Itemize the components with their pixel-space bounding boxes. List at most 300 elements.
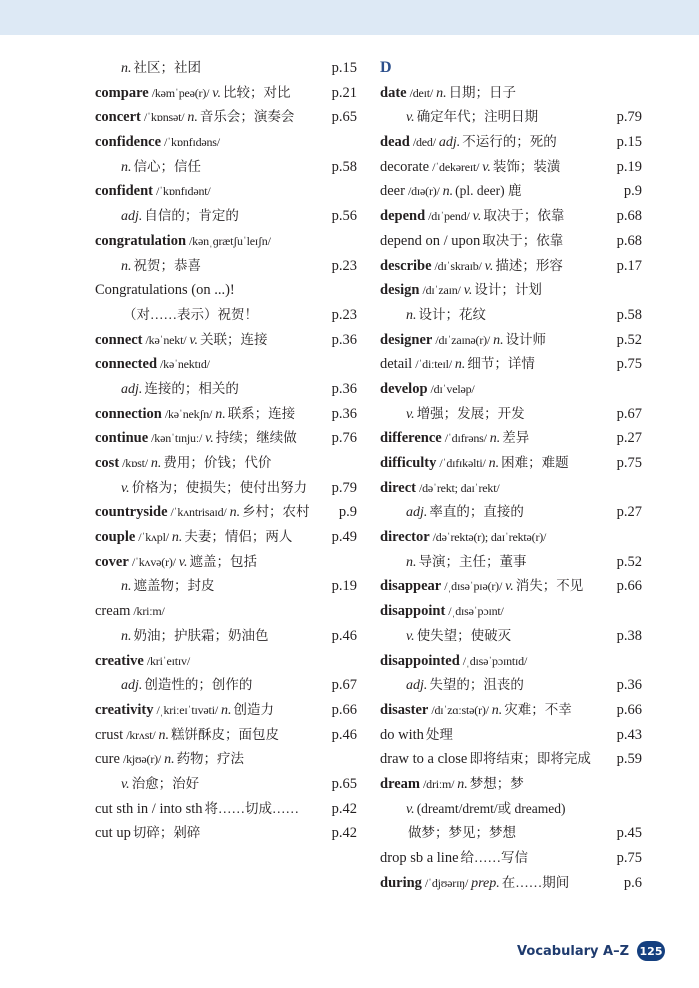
part-of-speech: v. <box>406 628 415 644</box>
vocabulary-entry-line <box>95 155 357 180</box>
headword: creativity <box>95 701 154 718</box>
page-reference: p.58 <box>614 303 642 328</box>
page-reference: p.36 <box>329 402 357 427</box>
part-of-speech: n. <box>158 727 169 743</box>
phonetic: /ˈkɒnsət/ <box>143 110 185 125</box>
phonetic: /kənˌɡrætʃuˈleɪʃn/ <box>189 233 271 248</box>
phonetic: /kjʊə(r)/ <box>122 752 162 767</box>
headword: cut up <box>95 825 131 842</box>
definition: 费用；价钱；代价 <box>163 455 272 470</box>
vocabulary-entry-line <box>380 179 642 204</box>
phonetic: /dɪˈzaɪnə(r)/ <box>435 332 491 347</box>
vocabulary-entry-line <box>380 278 642 303</box>
part-of-speech: n. <box>220 702 232 718</box>
page-reference: p.75 <box>614 846 642 871</box>
phonetic: /ded/ <box>412 135 436 150</box>
page-reference: p.19 <box>614 155 642 180</box>
vocabulary-column-right <box>380 56 642 895</box>
vocabulary-entry-line <box>380 871 642 896</box>
vocabulary-entry-line <box>95 525 357 550</box>
vocabulary-entry-line <box>380 254 642 279</box>
headword: direct <box>380 479 416 496</box>
definition: 音乐会；演奏会 <box>199 109 295 125</box>
phonetic: /dɪə(r)/ <box>407 184 440 199</box>
page-reference: p.66 <box>329 698 357 723</box>
page-reference: p.43 <box>614 723 642 748</box>
vocabulary-entry-line <box>380 328 642 353</box>
phonetic: /ˈdɪfrəns/ <box>444 431 487 446</box>
part-of-speech: n. <box>215 406 226 422</box>
definition: 奶油；护肤霜；奶油色 <box>133 627 269 643</box>
definition: 取决于；依靠 <box>482 232 564 248</box>
headword: detail <box>380 356 413 373</box>
page-reference: p.45 <box>614 821 642 846</box>
part-of-speech: v. <box>463 283 473 299</box>
vocabulary-entry-line <box>95 130 357 155</box>
vocabulary-entry-line <box>95 254 357 279</box>
phonetic: /ˌdɪsəˈpɔɪntɪd/ <box>462 653 528 668</box>
definition: 设计；计划 <box>474 282 542 298</box>
definition: （对……表示）祝贺！ <box>123 306 258 322</box>
vocabulary-entry-line <box>95 500 357 525</box>
page-reference: p.58 <box>329 155 357 180</box>
vocabulary-entry-line <box>380 525 642 550</box>
definition: 给……写信 <box>460 850 529 865</box>
headword: confidence <box>95 134 162 151</box>
page-reference: p.79 <box>329 476 357 501</box>
headword: difference <box>380 430 442 447</box>
vocabulary-entry-line <box>95 723 357 748</box>
part-of-speech: n. <box>457 776 468 792</box>
vocabulary-entry-line <box>380 204 642 229</box>
vocabulary-entry-line <box>380 649 642 674</box>
definition: 比较；对比 <box>222 84 291 100</box>
page-reference: p.75 <box>614 352 642 377</box>
part-of-speech: v. <box>472 209 482 225</box>
vocabulary-entry-line <box>380 377 642 402</box>
definition: 梦想；梦 <box>469 775 524 791</box>
definition: 日期；日子 <box>448 84 517 100</box>
page-reference: p.42 <box>329 797 357 822</box>
part-of-speech: v. <box>406 406 415 422</box>
part-of-speech: v. <box>205 431 214 447</box>
vocabulary-entry-line <box>95 402 357 427</box>
header-band <box>0 0 699 35</box>
page-reference: p.56 <box>329 204 357 229</box>
part-of-speech: n. <box>121 579 132 595</box>
definition: 装饰；装潢 <box>492 158 561 174</box>
vocabulary-entry-line <box>380 624 642 649</box>
phonetic: /deɪt/ <box>409 85 434 100</box>
vocabulary-entry-line <box>380 723 642 748</box>
definition: 确定年代；注明日期 <box>416 109 539 125</box>
vocabulary-entry-line <box>380 81 642 106</box>
headword: deer <box>380 183 405 200</box>
part-of-speech: n. <box>488 456 500 471</box>
phonetic: /ˌdɪsəˈpɔɪnt/ <box>448 604 504 619</box>
part-of-speech: n. <box>229 505 241 521</box>
definition: 创造力 <box>233 701 274 717</box>
vocabulary-entry-line <box>95 426 357 451</box>
headword: difficulty <box>380 455 437 471</box>
phonetic: /ˈdɪfɪkəlti/ <box>439 456 486 470</box>
part-of-speech: adj. <box>121 381 143 397</box>
section-letter: D <box>380 59 392 76</box>
page-reference: p.66 <box>614 698 642 723</box>
part-of-speech: v. <box>505 579 514 595</box>
vocabulary-entry-line <box>380 229 642 254</box>
headword: cut sth in / into sth <box>95 800 203 817</box>
definition: 创造性的；创作的 <box>144 677 253 693</box>
page-reference: p.75 <box>614 451 642 476</box>
definition: 失望的；沮丧的 <box>429 677 524 693</box>
vocabulary-entry-line <box>95 698 357 723</box>
page-reference: p.27 <box>614 500 642 525</box>
phonetic: /ˈdjʊərɪŋ/ <box>424 875 469 890</box>
definition: 治愈；治好 <box>131 775 200 791</box>
page-reference: p.76 <box>329 426 357 451</box>
page-reference: p.42 <box>329 821 357 846</box>
vocabulary-entry-line <box>95 229 357 254</box>
headword: drop sb a line <box>380 850 459 866</box>
vocabulary-entry-line <box>380 155 642 180</box>
phonetic: /ˌdɪsəˈpɪə(r)/ <box>444 579 503 594</box>
vocabulary-entry-line <box>380 105 642 130</box>
page-reference: p.65 <box>329 105 357 130</box>
phonetic: /ˈkʌvə(r)/ <box>131 554 176 569</box>
headword: disappointed <box>380 652 460 669</box>
definition: 切碎；剁碎 <box>132 825 201 841</box>
phonetic: /dɪˈpend/ <box>428 209 470 224</box>
headword: decorate <box>380 158 430 175</box>
phonetic: /ˈdiːteɪl/ <box>415 357 452 372</box>
page-reference: p.46 <box>329 624 357 649</box>
headword: continue <box>95 430 149 447</box>
headword: depend on / upon <box>380 232 481 249</box>
headword: creative <box>95 652 144 669</box>
phonetic: /dəˈrektə(r); daɪˈrektə(r)/ <box>432 530 547 545</box>
part-of-speech: prep. <box>471 875 500 891</box>
page-reference: p.52 <box>614 550 642 575</box>
vocabulary-entry-line <box>95 574 357 599</box>
part-of-speech: v. <box>406 110 415 126</box>
definition: 即将结束；即将完成 <box>469 751 591 767</box>
phonetic: /kəˈnektɪd/ <box>160 357 210 372</box>
headword: depend <box>380 208 426 225</box>
vocabulary-entry-line <box>380 352 642 377</box>
page-reference: p.6 <box>621 871 642 896</box>
phonetic: /kriːm/ <box>133 604 165 619</box>
phonetic: /kənˈtɪnjuː/ <box>151 431 203 446</box>
phonetic: /kəmˈpeə(r)/ <box>151 85 210 100</box>
part-of-speech: n. <box>436 85 447 101</box>
part-of-speech: v. <box>178 554 188 570</box>
headword: cream <box>95 603 131 620</box>
definition: 消失；不见 <box>515 578 584 594</box>
part-of-speech: adj. <box>438 135 461 151</box>
page-reference: p.66 <box>614 574 642 599</box>
page-reference: p.36 <box>329 377 357 402</box>
page-reference: p.36 <box>329 328 357 353</box>
headword: Congratulations (on ...)! <box>95 282 235 299</box>
headword: design <box>380 282 420 299</box>
definition: 将……切成…… <box>204 800 300 816</box>
definition: 不运行的；死的 <box>462 134 557 150</box>
phonetic: /dɪˈzaɪn/ <box>422 283 461 298</box>
definition: 使失望；使破灭 <box>416 627 512 643</box>
definition: 糕饼酥皮；面包皮 <box>170 726 279 742</box>
part-of-speech: adj. <box>121 678 143 694</box>
part-of-speech: v. <box>482 159 491 175</box>
headword: couple <box>95 529 136 546</box>
definition: 灾难；不幸 <box>504 701 572 717</box>
part-of-speech: n. <box>406 307 417 323</box>
page-reference: p.59 <box>614 747 642 772</box>
definition: 社区；社团 <box>133 60 201 75</box>
vocabulary-entry-line <box>380 426 642 451</box>
page-reference: p.38 <box>614 624 642 649</box>
page-reference: p.36 <box>614 673 642 698</box>
vocabulary-entry-line <box>380 574 642 599</box>
definition: 困难；难题 <box>501 455 569 470</box>
part-of-speech: n. <box>121 258 132 274</box>
part-of-speech: adj. <box>406 505 428 521</box>
vocabulary-entry-line <box>95 673 357 698</box>
phonetic: /kriˈeɪtɪv/ <box>146 653 190 668</box>
vocabulary-column-left <box>95 56 357 846</box>
headword: connect <box>95 331 143 348</box>
vocabulary-entry-line <box>95 278 357 303</box>
headword: dream <box>380 775 421 792</box>
page-reference: p.68 <box>614 204 642 229</box>
part-of-speech: n. <box>442 184 454 200</box>
phonetic: /ˈkʌpl/ <box>138 530 169 545</box>
phonetic: /ˈkɒnfɪdəns/ <box>164 135 220 150</box>
page-reference: p.52 <box>614 328 642 353</box>
vocabulary-entry-line <box>95 476 357 501</box>
vocabulary-entry-line <box>95 105 357 130</box>
part-of-speech: v. <box>212 85 221 101</box>
page-reference: p.23 <box>329 254 357 279</box>
definition: 遮盖；包括 <box>189 553 257 569</box>
definition: 自信的；肯定的 <box>144 208 239 224</box>
vocabulary-entry-line <box>95 204 357 229</box>
headword: draw to a close <box>380 751 468 768</box>
headword: congratulation <box>95 232 187 249</box>
headword: dead <box>380 134 410 151</box>
part-of-speech: n. <box>493 332 504 348</box>
vocabulary-entry-line <box>95 56 357 81</box>
vocabulary-entry-line <box>380 451 642 476</box>
phonetic: /driːm/ <box>423 776 455 791</box>
vocabulary-entry-line <box>95 772 357 797</box>
definition: 做梦；梦见；梦想 <box>408 825 516 841</box>
page-number-badge: 125 <box>637 941 665 961</box>
definition: 设计师 <box>505 331 547 347</box>
vocabulary-entry-line <box>380 747 642 772</box>
headword: director <box>380 529 430 546</box>
vocabulary-entry-line <box>95 821 357 846</box>
definition: 导演；主任；董事 <box>418 553 527 569</box>
phonetic: /dɪˈzɑːstə(r)/ <box>431 702 489 717</box>
part-of-speech: n. <box>121 159 132 175</box>
phonetic: /ˈdekəreɪt/ <box>432 159 480 174</box>
definition: 设计；花纹 <box>418 306 486 322</box>
part-of-speech: v. <box>121 480 130 496</box>
vocabulary-entry-line <box>380 303 642 328</box>
definition: 差异 <box>502 430 530 446</box>
phonetic: /kɒst/ <box>122 456 148 470</box>
part-of-speech: n. <box>454 357 466 373</box>
vocabulary-entry-line <box>95 179 357 204</box>
page-reference: p.67 <box>614 402 642 427</box>
vocabulary-entry-line <box>380 500 642 525</box>
headword: countryside <box>95 504 168 521</box>
page-reference: p.23 <box>329 303 357 328</box>
definition: 联系；连接 <box>227 405 296 421</box>
phonetic: /ˈkʌntrisaɪd/ <box>170 505 227 520</box>
definition: 增强；发展；开发 <box>416 405 525 421</box>
headword: do with <box>380 726 424 743</box>
page-reference: p.68 <box>614 229 642 254</box>
page-reference: p.27 <box>614 426 642 451</box>
vocabulary-entry-line <box>95 747 357 772</box>
part-of-speech: n. <box>491 702 503 718</box>
part-of-speech: n. <box>406 554 417 570</box>
definition: 关联；连接 <box>200 331 268 347</box>
definition: 持续；继续做 <box>215 430 297 446</box>
part-of-speech: v. <box>121 776 130 792</box>
vocabulary-entry-line <box>380 797 642 822</box>
vocabulary-entry-line <box>95 352 357 377</box>
vocabulary-entry-line <box>95 328 357 353</box>
definition: 描述；形容 <box>495 257 563 273</box>
phonetic: /dɪˈskraɪb/ <box>434 258 482 273</box>
part-of-speech: n. <box>121 61 132 76</box>
page-reference: p.65 <box>329 772 357 797</box>
vocabulary-entry-line <box>95 550 357 575</box>
headword: disappoint <box>380 603 446 620</box>
headword: cover <box>95 553 129 570</box>
definition: 处理 <box>425 726 453 742</box>
headword: connected <box>95 356 158 373</box>
part-of-speech: n. <box>187 110 198 126</box>
headword: connection <box>95 405 162 422</box>
definition: 率直的；直接的 <box>429 504 524 520</box>
phonetic: /dɪˈveləp/ <box>430 381 475 396</box>
phonetic: /ˌkriːeɪˈtɪvəti/ <box>156 702 218 717</box>
page-reference: p.15 <box>614 130 642 155</box>
vocabulary-entry-line <box>380 698 642 723</box>
page-reference: p.49 <box>329 525 357 550</box>
phonetic: /kəˈnekʃn/ <box>164 406 213 421</box>
vocabulary-entry-line <box>380 673 642 698</box>
section-title: Vocabulary A–Z <box>517 943 629 959</box>
page-reference: p.67 <box>329 673 357 698</box>
part-of-speech: n. <box>121 628 132 644</box>
phonetic: /ˈkɒnfɪdənt/ <box>156 184 211 199</box>
vocabulary-entry-line <box>380 130 642 155</box>
vocabulary-entry-line <box>380 821 642 846</box>
vocabulary-entry-line <box>95 81 357 106</box>
page-reference: p.46 <box>329 723 357 748</box>
page-reference: p.19 <box>329 574 357 599</box>
vocabulary-entry-line <box>95 649 357 674</box>
part-of-speech: v. <box>484 258 494 274</box>
phonetic: /dəˈrekt; daɪˈrekt/ <box>418 480 500 495</box>
definition: (pl. deer) 鹿 <box>455 183 522 199</box>
phonetic: /kəˈnekt/ <box>145 332 187 347</box>
part-of-speech: adj. <box>406 678 428 694</box>
headword: cost <box>95 455 120 471</box>
definition: 药物；疗法 <box>176 751 245 767</box>
definition: 乡村；农村 <box>242 504 310 520</box>
headword: confident <box>95 183 153 200</box>
page-reference: p.9 <box>621 179 642 204</box>
headword: during <box>380 874 422 891</box>
vocabulary-entry-line <box>380 599 642 624</box>
page-reference: p.21 <box>329 81 357 106</box>
part-of-speech: v. <box>189 332 199 348</box>
definition: 祝贺；恭喜 <box>133 257 201 273</box>
page-reference: p.17 <box>614 254 642 279</box>
vocabulary-entry-line <box>95 624 357 649</box>
vocabulary-entry-line <box>380 846 642 871</box>
headword: crust <box>95 726 124 743</box>
part-of-speech: n. <box>171 530 183 546</box>
vocabulary-entry-line <box>95 377 357 402</box>
definition: (dreamt/dremt/或 dreamed) <box>416 800 566 816</box>
definition: 夫妻；情侣；两人 <box>184 529 293 545</box>
headword: compare <box>95 84 149 101</box>
headword: date <box>380 84 407 101</box>
vocabulary-entry-line <box>95 303 357 328</box>
vocabulary-entry-line <box>380 772 642 797</box>
part-of-speech: n. <box>150 456 162 471</box>
headword: concert <box>95 109 141 126</box>
page-reference: p.15 <box>329 56 357 81</box>
phonetic: /krʌst/ <box>126 727 156 742</box>
headword: develop <box>380 380 428 397</box>
part-of-speech: adj. <box>121 209 143 225</box>
part-of-speech: n. <box>164 752 175 768</box>
definition: 细节；详情 <box>467 356 535 372</box>
headword: describe <box>380 257 432 274</box>
part-of-speech: n. <box>489 431 501 447</box>
definition: 取决于；依靠 <box>483 208 565 224</box>
headword: disappear <box>380 578 442 595</box>
definition: 信心；信任 <box>133 158 201 174</box>
page-reference: p.79 <box>614 105 642 130</box>
definition: 连接的；相关的 <box>144 380 239 396</box>
definition: 在……期间 <box>501 874 570 890</box>
headword: cure <box>95 751 120 768</box>
headword: designer <box>380 331 433 348</box>
vocabulary-entry-line <box>95 451 357 476</box>
definition: 遮盖物；封皮 <box>133 578 215 594</box>
headword: disaster <box>380 701 429 718</box>
page-reference: p.9 <box>336 500 357 525</box>
page-footer <box>517 941 665 961</box>
part-of-speech: v. <box>406 801 415 817</box>
vocabulary-entry-line <box>95 797 357 822</box>
vocabulary-entry-line <box>380 402 642 427</box>
vocabulary-entry-line <box>95 599 357 624</box>
section-letter-row <box>380 56 642 81</box>
vocabulary-entry-line <box>380 550 642 575</box>
definition: 价格为；使损失；使付出努力 <box>131 479 308 495</box>
vocabulary-entry-line <box>380 476 642 501</box>
